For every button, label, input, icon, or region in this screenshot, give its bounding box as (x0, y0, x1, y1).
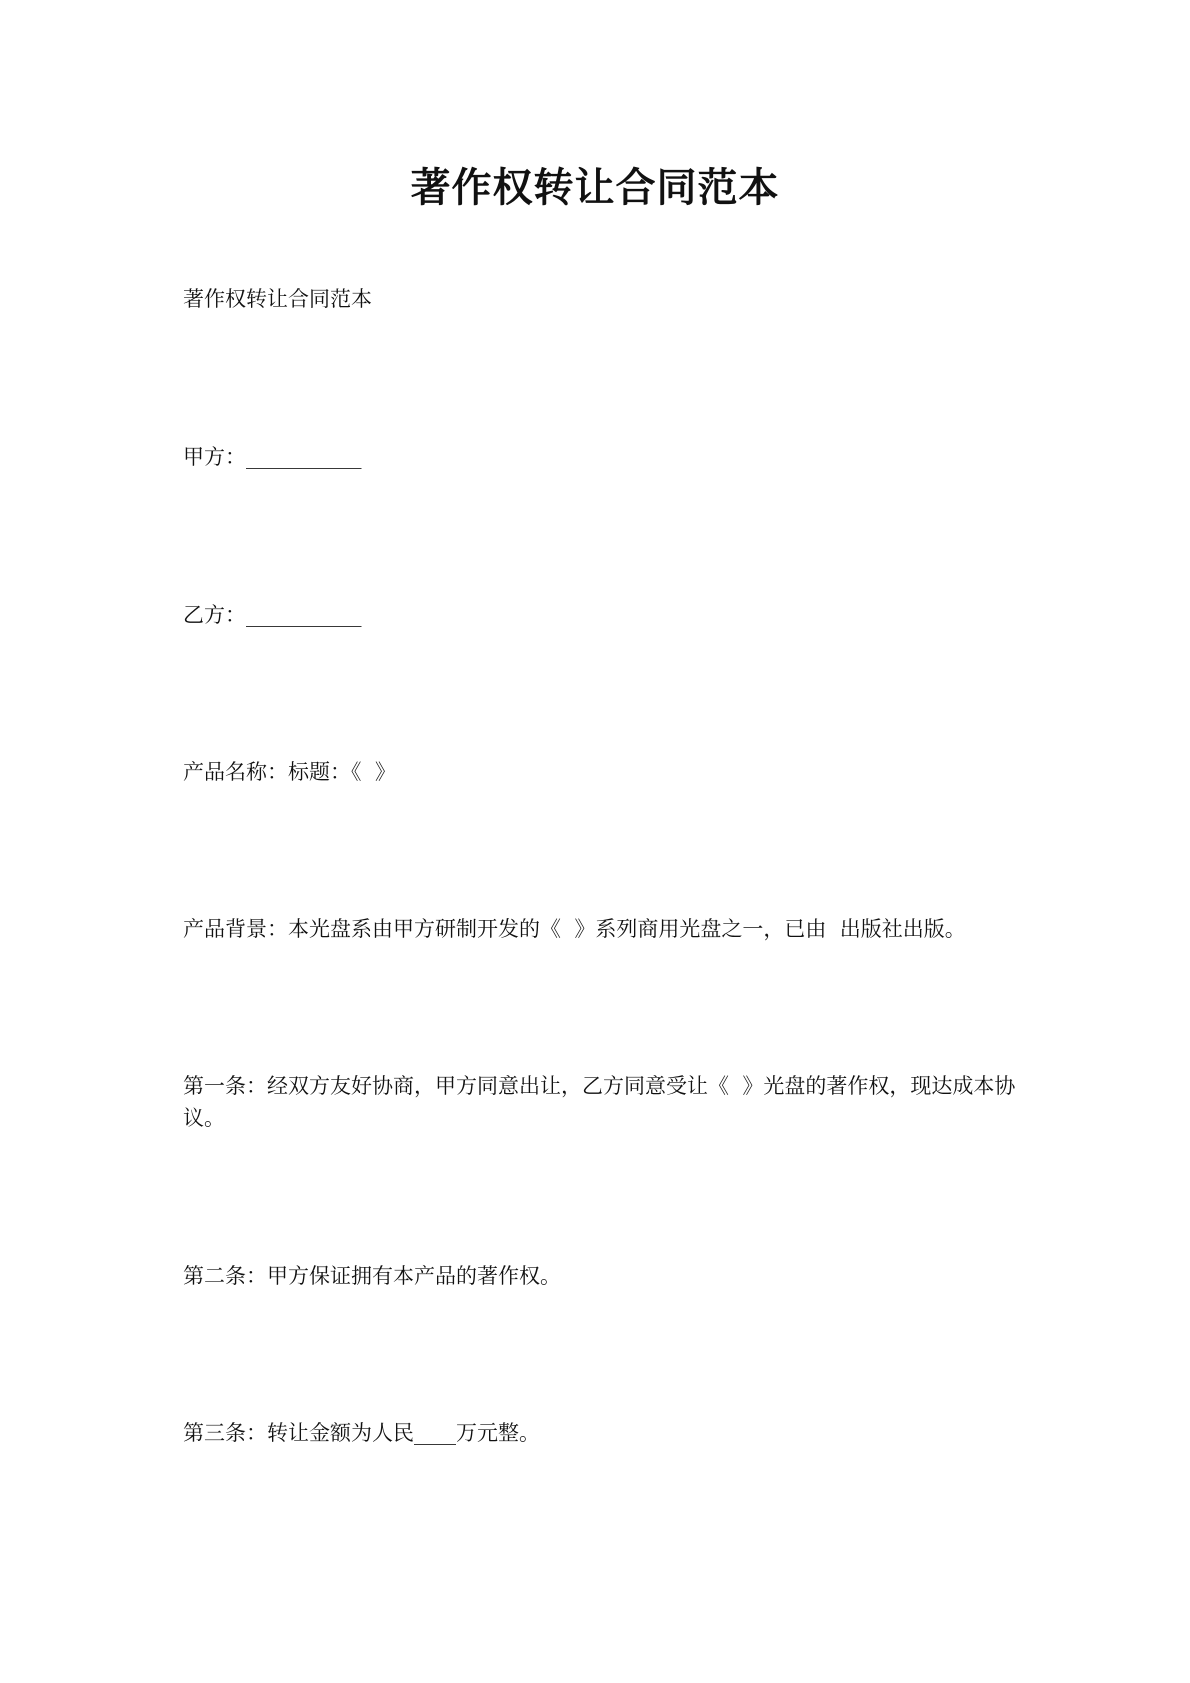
article-two-paragraph: 第二条：甲方保证拥有本产品的著作权。 (183, 1264, 561, 1288)
party-b-line: 乙方：___________ (183, 603, 362, 627)
article-one-paragraph: 第一条：经双方友好协商，甲方同意出让，乙方同意受让《 》光盘的著作权，现达成本协议。 (183, 1074, 1016, 1130)
article-three-paragraph: 第三条：转让金额为人民____万元整。 (183, 1421, 540, 1445)
document-title: 著作权转让合同范本 (410, 164, 780, 211)
product-background-paragraph: 产品背景：本光盘系由甲方研制开发的《 》系列商用光盘之一，已由 出版社出版。 (183, 917, 966, 941)
party-a-line: 甲方：___________ (183, 445, 362, 469)
subtitle-paragraph: 著作权转让合同范本 (183, 287, 372, 311)
product-name-line: 产品名称：标题：《 》 (183, 760, 396, 784)
